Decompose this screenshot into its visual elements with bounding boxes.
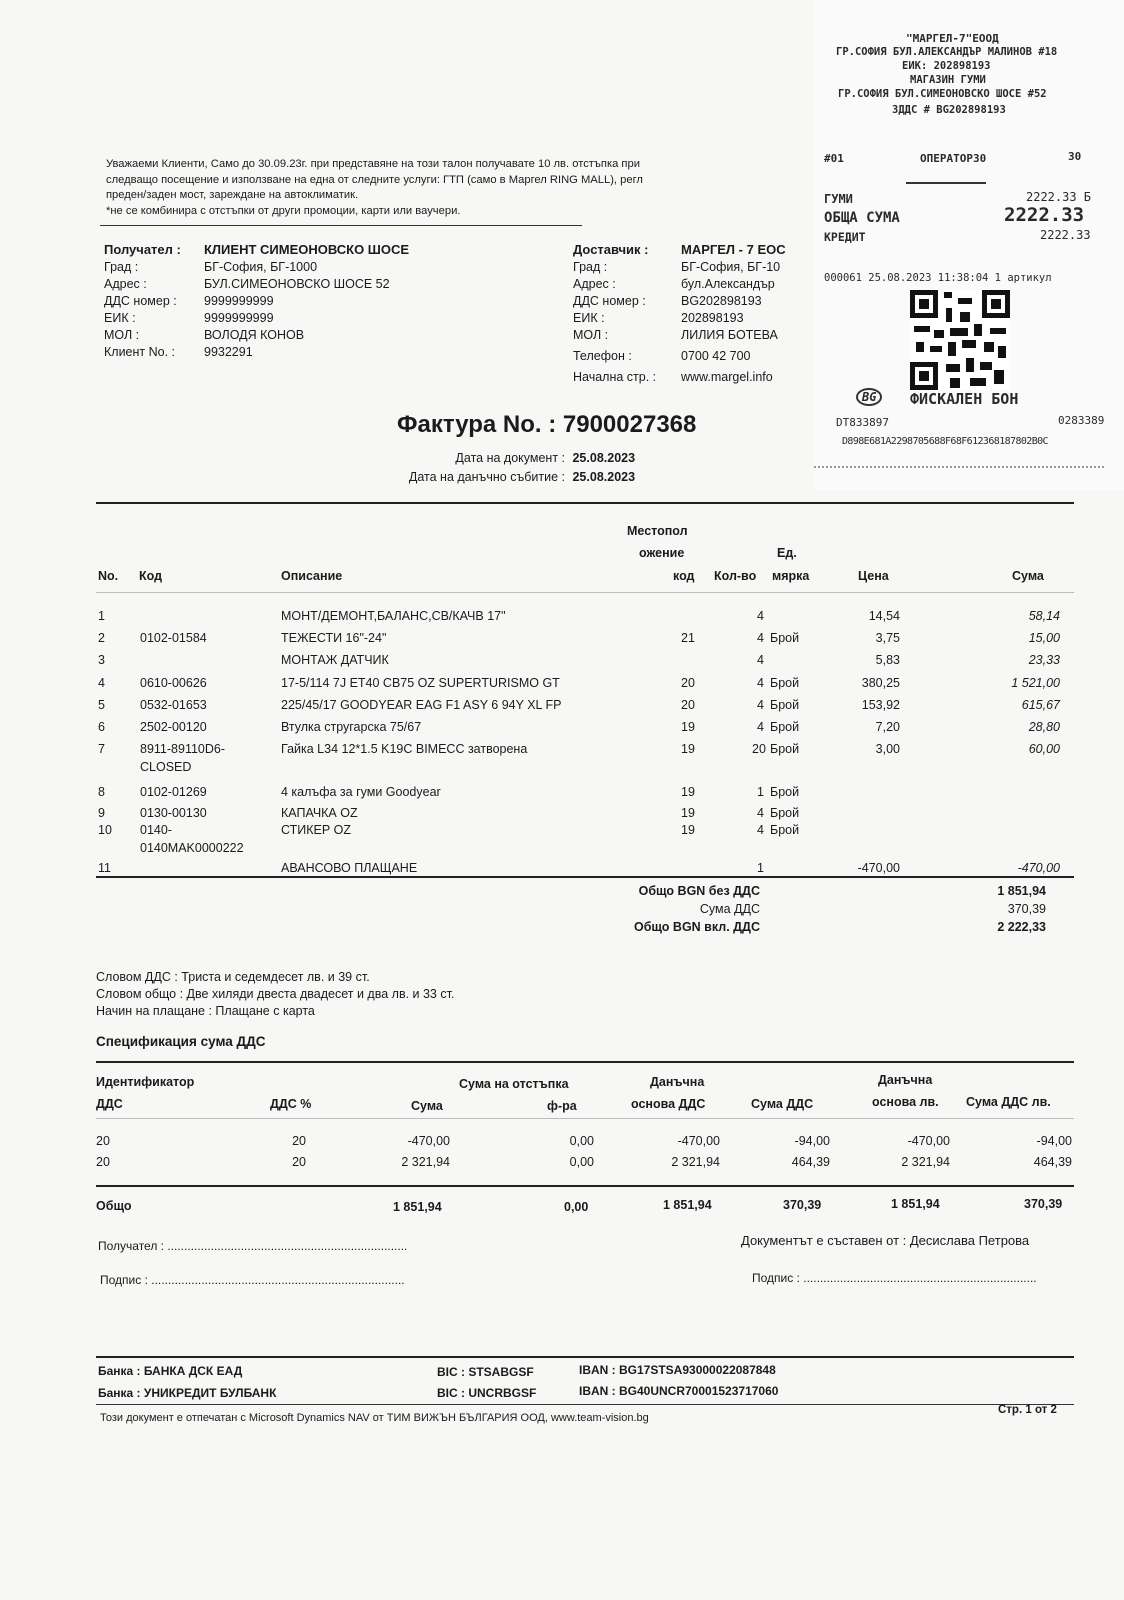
- recipient-row: МОЛ : ВОЛОДЯ КОНОВ: [104, 328, 305, 342]
- receipt-hash: D898E681A2298705688F68F612368187802B0C: [842, 436, 1048, 447]
- table-bottom-rule: [96, 876, 1074, 878]
- col-desc: Описание: [281, 569, 343, 583]
- promo-divider: [100, 225, 582, 226]
- cell-no: 8: [98, 785, 105, 799]
- cell-qty: 4: [757, 698, 764, 712]
- cell-unit: Брой: [770, 676, 800, 690]
- vat-spec-bottom-rule: [96, 1185, 1074, 1187]
- fiscal-receipt: [814, 0, 1124, 490]
- cell-loc: 19: [681, 785, 695, 799]
- cell-loc: 19: [681, 823, 695, 837]
- receipt-line: "МАРГЕЛ-7"ЕООД: [906, 32, 999, 45]
- col-unit-line2: мярка: [772, 569, 810, 583]
- recipient-row: ЕИК : 9999999999: [104, 311, 274, 325]
- invoice-title: Фактура No. : 7900027368: [397, 411, 697, 438]
- promo-line: Уважаеми Клиенти, Само до 30.09.23г. при представяне на този талон получавате 10 лв. отстъпка при: [106, 158, 640, 170]
- col-loc-line2: ожение: [639, 546, 685, 560]
- fiscal-logo: BG: [856, 388, 882, 406]
- cell-no: 3: [98, 653, 105, 667]
- receipt-device-id: DT833897: [836, 416, 889, 429]
- vat-cell-vat: -94,00: [794, 1134, 830, 1148]
- cell-sum: 15,00: [1028, 631, 1060, 645]
- cell-desc: СТИКЕР OZ: [281, 823, 352, 837]
- col-code: Код: [139, 569, 163, 583]
- cell-qty: 4: [757, 631, 764, 645]
- supplier-row: Адрес : бул.Александър: [573, 277, 775, 291]
- vat-cell-base: 2 321,94: [671, 1155, 720, 1169]
- cell-no: 2: [98, 631, 105, 645]
- cell-loc: 21: [681, 631, 695, 645]
- cell-code: 2502-00120: [140, 720, 207, 734]
- cell-no: 9: [98, 806, 105, 820]
- receipt-divider: [906, 182, 986, 184]
- cell-qty: 1: [757, 861, 764, 875]
- cell-code-continued: 0140MAK0000222: [140, 841, 244, 855]
- cell-qty: 4: [757, 823, 764, 837]
- col-sum: Сума: [1012, 569, 1044, 583]
- cell-desc: 225/45/17 GOODYEAR EAG F1 ASY 6 94Y XL FP: [281, 698, 562, 712]
- bank-bottom-rule: [96, 1404, 1074, 1405]
- col-no: No.: [98, 569, 119, 583]
- recipient-block: [104, 241, 409, 361]
- table-top-rule: [96, 502, 1074, 504]
- cell-sum: 58,14: [1028, 609, 1060, 623]
- supplier-row: Град : БГ-София, БГ-10: [573, 260, 781, 274]
- cell-qty: 4: [757, 609, 764, 623]
- vat-value: 370,39: [1007, 902, 1046, 916]
- cell-unit: Брой: [770, 823, 800, 837]
- cell-sum: 615,67: [1021, 698, 1060, 712]
- cell-qty: 4: [757, 806, 764, 820]
- supplier-block: [573, 241, 813, 386]
- cell-loc: 20: [681, 676, 695, 690]
- cell-code: 0102-01269: [140, 785, 207, 799]
- cell-desc: МОНТ/ДЕМОНТ,БАЛАНС,СВ/КАЧВ 17": [281, 609, 506, 623]
- cell-desc: Гайка L34 12*1.5 K19C BIMECC затворена: [281, 742, 528, 756]
- cell-desc: ТЕЖЕСТИ 16"-24": [281, 631, 387, 645]
- cell-sum: 1 521,00: [1011, 676, 1060, 690]
- col-unit-line1: Ед.: [777, 546, 797, 560]
- cell-desc: Втулка стругарска 75/67: [281, 720, 422, 734]
- recipient-title-label: Получател :: [104, 242, 181, 257]
- cell-price: 380,25: [861, 676, 900, 690]
- supplier-title-value: МАРГЕЛ - 7 ЕОС: [681, 242, 786, 257]
- cell-code: 0130-00130: [140, 806, 207, 820]
- cell-sum: 60,00: [1028, 742, 1060, 756]
- col-loc-line1: Местопол: [627, 524, 688, 538]
- bank-top-rule: [96, 1356, 1074, 1358]
- sign-right-field: Подпис : ......................................................................: [752, 1271, 1037, 1285]
- cell-qty: 4: [757, 653, 764, 667]
- receipt-fiscal-label: ФИСКАЛЕН БОН: [910, 390, 1019, 408]
- cell-unit: Брой: [770, 785, 800, 799]
- promo-line: преден/заден мост, зареждане на автоклиматик.: [106, 189, 359, 201]
- cell-desc: МОНТАЖ ДАТЧИК: [281, 653, 389, 667]
- cell-qty: 20: [752, 742, 766, 756]
- receipt-line: МАГАЗИН ГУМИ: [910, 74, 986, 86]
- cell-loc: 20: [681, 698, 695, 712]
- promo-line: следващо посещение и използване на една от следните услуги: ГТП (само в Маргел RING MALL), регл: [106, 173, 643, 186]
- cell-desc: 17-5/114 7J ET40 CB75 OZ SUPERTURISMO GT: [281, 676, 560, 690]
- composed-by: Документът е съставен от : Десислава Петрова: [741, 1233, 1030, 1248]
- supplier-row: ДДС номер : BG202898193: [573, 294, 762, 308]
- cell-unit: Брой: [770, 631, 800, 645]
- cell-code: 0610-00626: [140, 676, 207, 690]
- vat-cell-inv: 0,00: [569, 1155, 594, 1169]
- vat-cell-vlv: 464,39: [1033, 1155, 1072, 1169]
- receipt-op-label: ОПЕРАТОР30: [920, 152, 987, 165]
- cell-desc: 4 калъфа за гуми Goodyear: [281, 785, 441, 799]
- recipient-title-value: КЛИЕНТ СИМЕОНОВСКО ШОСЕ: [204, 242, 410, 257]
- receipt-credit-value: 2222.33: [1040, 228, 1091, 242]
- cell-desc: АВАНСОВО ПЛАЩАНЕ: [281, 861, 418, 875]
- col-price: Цена: [858, 569, 889, 583]
- cell-code: 0102-01584: [140, 631, 207, 645]
- recipient-row: Клиент No. : 9932291: [104, 345, 253, 359]
- cell-price: 14,54: [868, 609, 900, 623]
- vat-spec-header-rule: [96, 1118, 1074, 1119]
- cell-loc: 19: [681, 742, 695, 756]
- receipt-line: ЗДДС # BG202898193: [892, 104, 1006, 116]
- qr-code: [910, 290, 1010, 390]
- header-rule: [96, 592, 1074, 593]
- receipt-total-label: ОБЩА СУМА: [824, 210, 900, 226]
- cell-no: 6: [98, 720, 105, 734]
- tax-date-value: 25.08.2023: [572, 470, 636, 484]
- promo-text: [106, 157, 806, 219]
- cell-price: 7,20: [875, 720, 900, 734]
- cell-sum: -470,00: [1017, 861, 1060, 875]
- gross-label: Общо BGN вкл. ДДС: [633, 920, 760, 934]
- doc-date-value: 25.08.2023: [572, 451, 636, 465]
- recipient-signature-field: Получател : ........................................................................: [98, 1239, 408, 1253]
- promo-line: *не се комбинира с отстъпки от други промоции, карти или ваучери.: [106, 204, 461, 217]
- vat-cell-base: -470,00: [677, 1134, 720, 1148]
- cell-qty: 4: [757, 676, 764, 690]
- cell-code: 0140-: [140, 823, 172, 837]
- receipt-line: ГР.СОФИЯ БУЛ.СИМЕОНОВСКО ШОСЕ #52: [838, 88, 1047, 100]
- gross-value: 2 222,33: [997, 920, 1046, 934]
- vat-cell-id: 20: [96, 1155, 110, 1169]
- cell-loc: 19: [681, 806, 695, 820]
- vat-cell-vat: 464,39: [791, 1155, 830, 1169]
- receipt-date-line: 000061 25.08.2023 11:38:04 1 артикул: [824, 272, 1052, 284]
- vat-label: Сума ДДС: [699, 902, 760, 916]
- payment-method: Начин на плащане : Плащане с карта: [96, 1004, 315, 1018]
- supplier-row: МОЛ : ЛИЛИЯ БОТЕВА: [573, 328, 778, 342]
- supplier-row: Начална стр. : www.margel.info: [573, 370, 773, 384]
- receipt-total-value: 2222.33: [1004, 204, 1085, 226]
- cell-code-continued: CLOSED: [140, 760, 192, 774]
- net-label: Общо BGN без ДДС: [638, 884, 760, 898]
- receipt-line: ГР.СОФИЯ БУЛ.АЛЕКСАНДЪР МАЛИНОВ #18: [836, 46, 1058, 58]
- receipt-line: ЕИК: 202898193: [902, 60, 991, 72]
- cell-code: 8911-89110D6-: [140, 742, 226, 756]
- vat-cell-pct: 20: [292, 1134, 306, 1148]
- cell-loc: 19: [681, 720, 695, 734]
- vat-cell-sum: 2 321,94: [401, 1155, 450, 1169]
- cell-sum: 23,33: [1028, 653, 1060, 667]
- cell-price: -470,00: [857, 861, 900, 875]
- totals-block: [560, 882, 1046, 936]
- net-value: 1 851,94: [997, 884, 1046, 898]
- vat-cell-inv: 0,00: [569, 1134, 594, 1148]
- cell-price: 3,75: [875, 631, 900, 645]
- recipient-row: Град : БГ-София, БГ-1000: [104, 260, 318, 274]
- supplier-row: ЕИК : 202898193: [573, 311, 744, 325]
- vat-cell-sum: -470,00: [407, 1134, 450, 1148]
- cell-unit: Брой: [770, 742, 800, 756]
- col-qty: Кол-во: [714, 569, 757, 583]
- vat-cell-blv: -470,00: [907, 1134, 950, 1148]
- supplier-row: Телефон : 0700 42 700: [573, 349, 751, 363]
- cell-no: 4: [98, 676, 105, 690]
- cell-price: 3,00: [875, 742, 900, 756]
- receipt-device-num: 0283389: [1058, 414, 1105, 427]
- supplier-title-label: Доставчик :: [573, 242, 649, 257]
- cell-code: 0532-01653: [140, 698, 207, 712]
- vat-cell-vlv: -94,00: [1036, 1134, 1072, 1148]
- cell-unit: Брой: [770, 720, 800, 734]
- cell-no: 1: [98, 609, 105, 623]
- cell-no: 7: [98, 742, 105, 756]
- cell-unit: Брой: [770, 698, 800, 712]
- receipt-item-value: 2222.33 Б: [1026, 190, 1092, 204]
- col-loc-line3: код: [673, 569, 695, 583]
- cell-no: 10: [98, 823, 112, 837]
- cell-desc: КАПАЧКА OZ: [281, 806, 358, 820]
- total-words: Словом общо : Две хиляди двеста двадесет и два лв. и 33 ст.: [96, 987, 455, 1001]
- receipt-tear-edge: [814, 466, 1104, 468]
- vat-words: Словом ДДС : Триста и седемдесет лв. и 39 ст.: [96, 970, 370, 984]
- receipt-op-code: #01: [824, 152, 844, 165]
- recipient-row: ДДС номер : 9999999999: [104, 294, 274, 308]
- receipt-credit-label: КРЕДИТ: [824, 230, 866, 244]
- cell-qty: 4: [757, 720, 764, 734]
- cell-no: 11: [98, 861, 111, 875]
- vat-spec-title: Спецификация сума ДДС: [96, 1034, 266, 1049]
- vat-cell-blv: 2 321,94: [901, 1155, 950, 1169]
- receipt-op-num: 30: [1068, 150, 1082, 163]
- tax-date-label: Дата на данъчно събитие :: [408, 470, 565, 484]
- vat-spec-top-rule: [96, 1061, 1074, 1063]
- cell-sum: 28,80: [1028, 720, 1060, 734]
- vat-cell-pct: 20: [292, 1155, 306, 1169]
- doc-date-row: [430, 451, 635, 465]
- cell-qty: 1: [757, 785, 764, 799]
- vat-cell-id: 20: [96, 1134, 110, 1148]
- recipient-row: Адрес : БУЛ.СИМЕОНОВСКО ШОСЕ 52: [104, 277, 390, 291]
- words-block: [96, 969, 454, 1020]
- doc-date-label: Дата на документ :: [455, 451, 565, 465]
- cell-unit: Брой: [770, 806, 800, 820]
- tax-date-row: [378, 470, 635, 484]
- receipt-item-label: ГУМИ: [824, 192, 853, 206]
- sign-left-field: Подпис : ............................................................................: [100, 1273, 405, 1287]
- page-number: Стр. 1 от 2: [998, 1404, 1057, 1416]
- cell-no: 5: [98, 698, 105, 712]
- cell-price: 153,92: [861, 698, 900, 712]
- cell-price: 5,83: [875, 653, 900, 667]
- printed-by-footer: Този документ е отпечатан с Microsoft Dynamics NAV от ТИМ ВИЖЪН БЪЛГАРИЯ ООД, www.team-vision.bg: [100, 1412, 649, 1424]
